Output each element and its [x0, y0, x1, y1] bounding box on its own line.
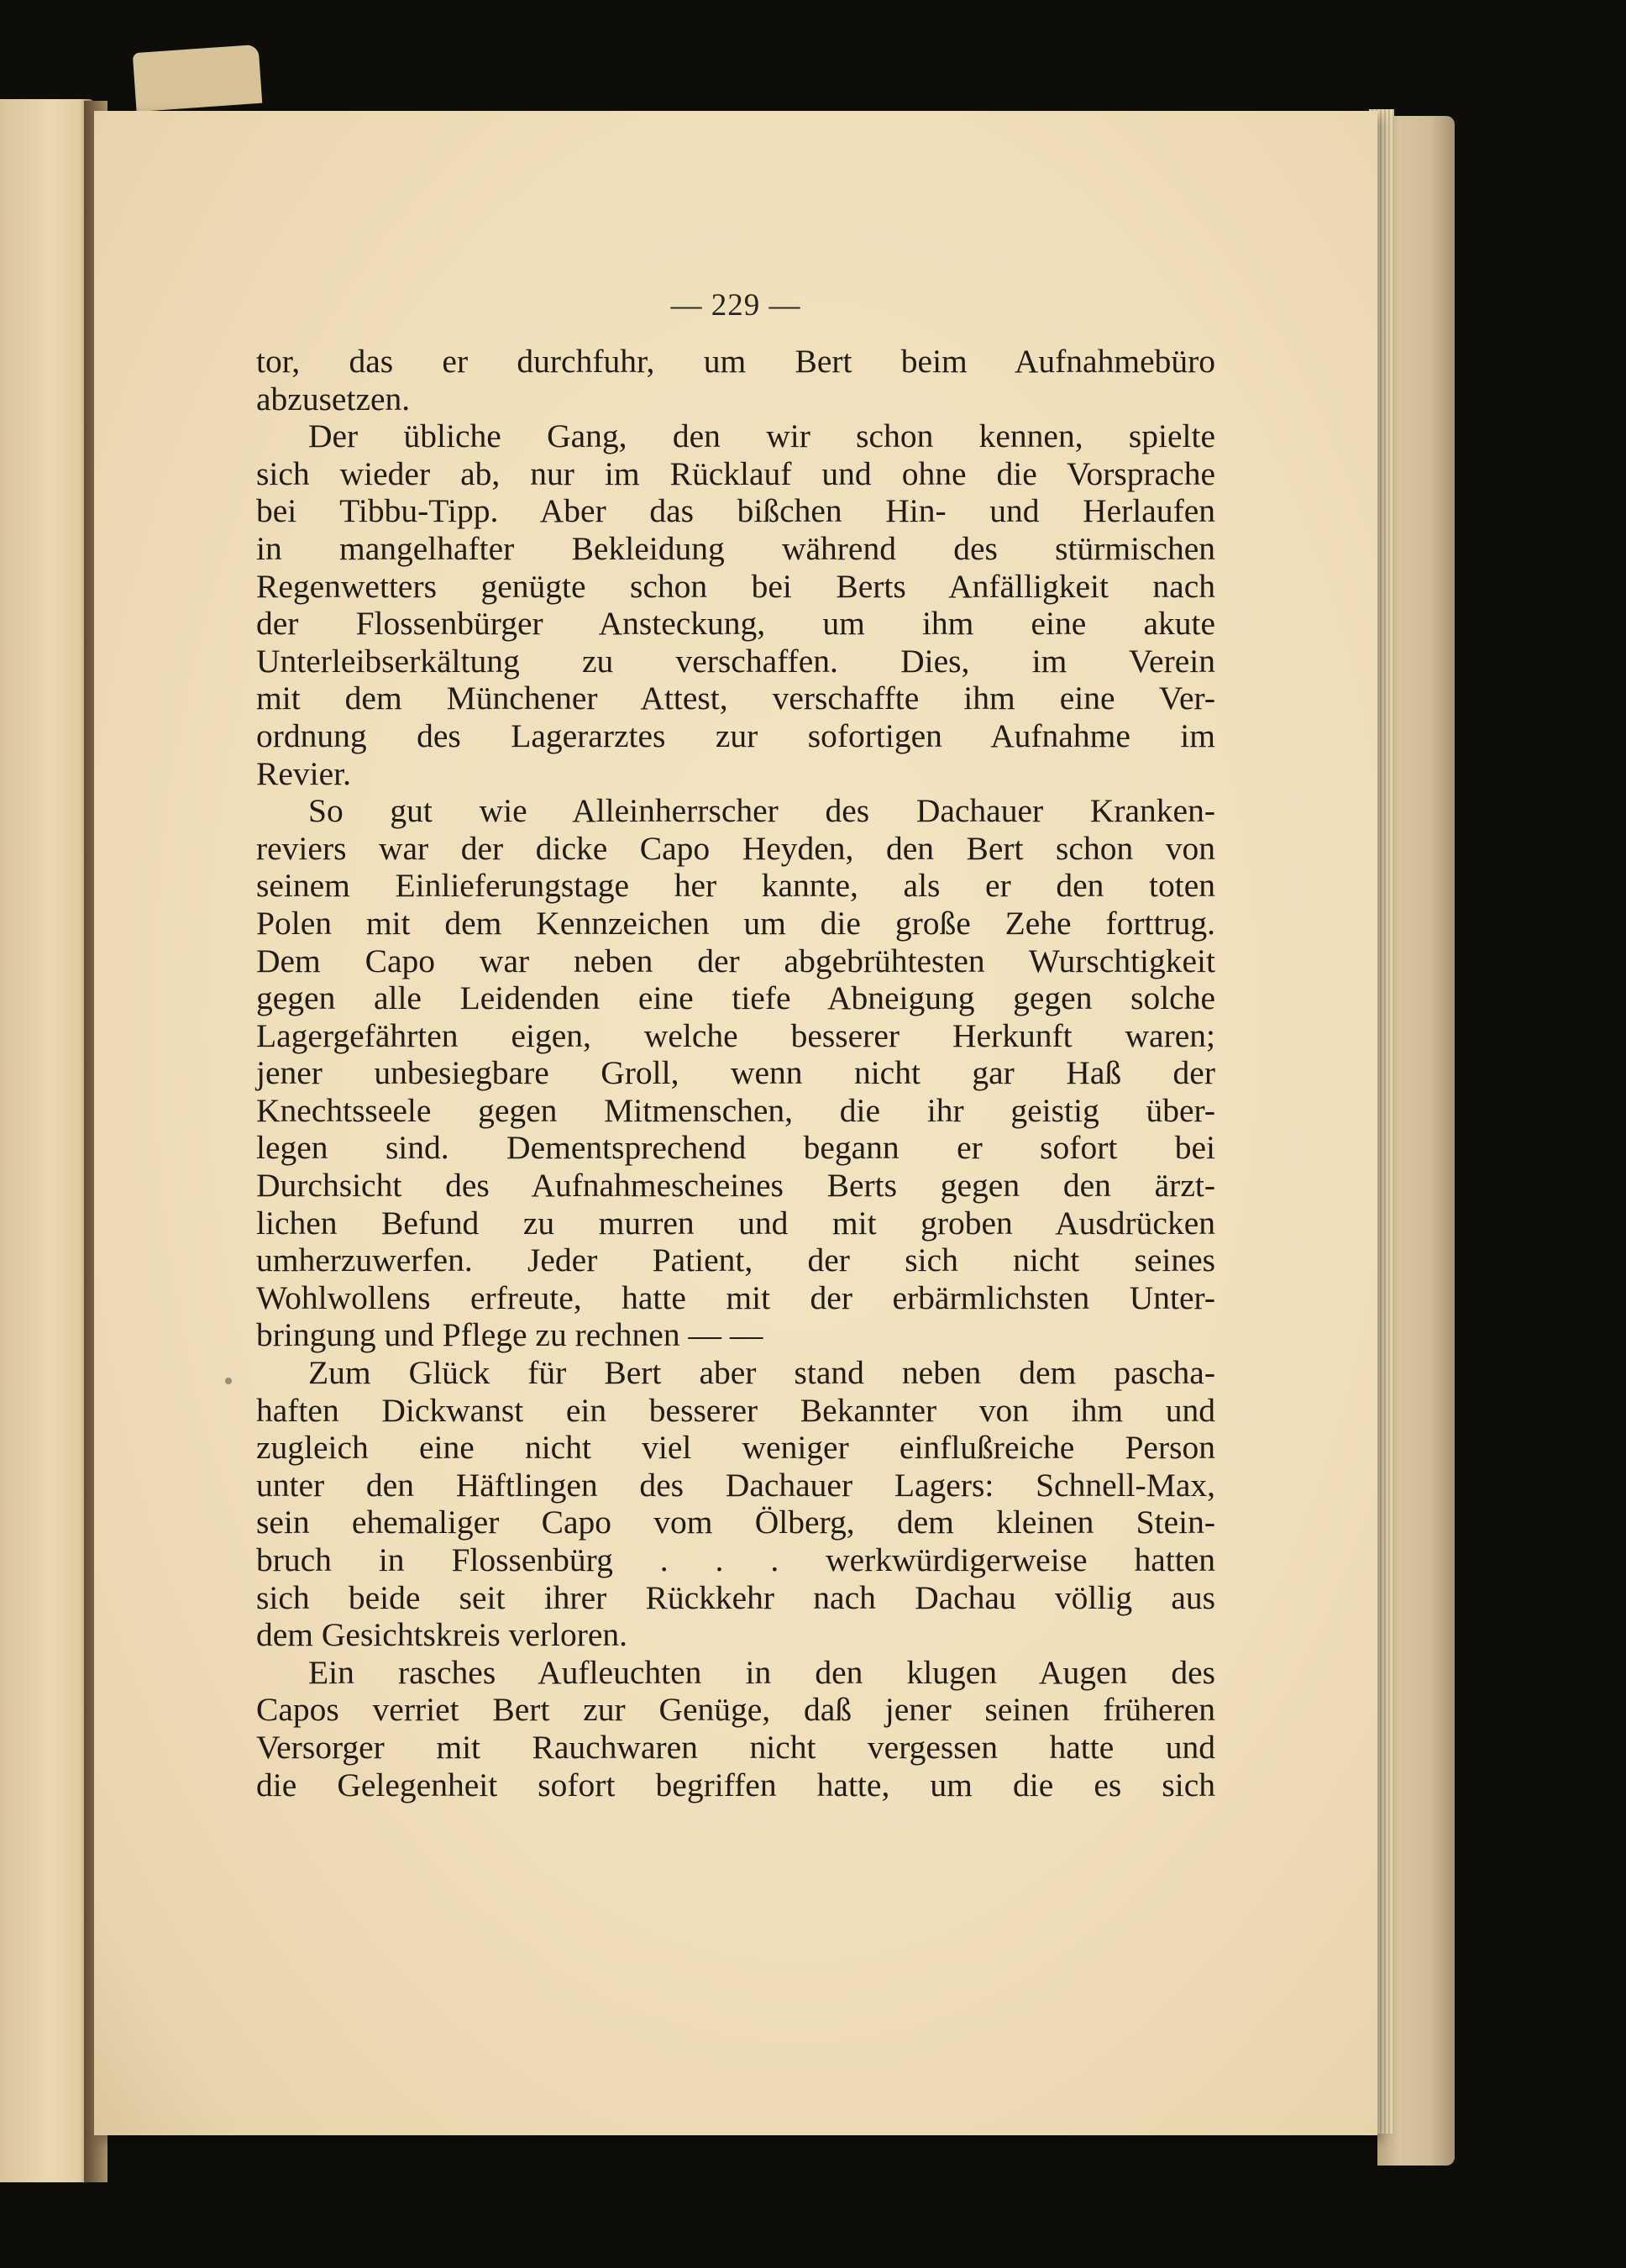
text-line: sein ehemaliger Capo vom Ölberg, dem kleinen Stein- [256, 1504, 1215, 1541]
text-line: abzusetzen. [256, 380, 411, 417]
previous-page-edge [0, 99, 94, 2182]
text-line: Capos verriet Bert zur Genüge, daß jener seinen früheren [256, 1691, 1215, 1729]
book-page [94, 111, 1377, 2135]
text-line: lichen Befund zu murren und mit groben Ausdrücken [256, 1204, 1215, 1242]
text-line: sich wieder ab, nur im Rücklauf und ohne die Vorsprache [256, 454, 1215, 492]
text-line: tor, das er durchfuhr, um Bert beim Aufnahmebüro [256, 343, 1215, 380]
text-line: Regenwetters genügte schon bei Berts Anfälligkeit nach [256, 567, 1215, 605]
text-line: So gut wie Alleinherrscher des Dachauer Kranken- [308, 792, 1215, 830]
text-line: ordnung des Lagerarztes zur sofortigen Aufnahme im [256, 717, 1215, 754]
text-line: legen sind. Dementsprechend begann er sofort bei [256, 1129, 1215, 1167]
body-text [256, 343, 1215, 1803]
text-line: Unterleibserkältung zu verschaffen. Dies, im Verein [256, 642, 1215, 680]
text-line: zugleich eine nicht viel weniger einflußreiche Person [256, 1429, 1215, 1467]
text-line: gegen alle Leidenden eine tiefe Abneigung gegen solche [256, 979, 1215, 1017]
text-line: seinem Einlieferungstage her kannte, als er den toten [256, 867, 1215, 905]
page-number: — 229 — [670, 288, 801, 323]
text-line: sich beide seit ihrer Rückkehr nach Dachau völlig aus [256, 1578, 1215, 1616]
text-line: Durchsicht des Aufnahmescheines Berts gegen den ärzt- [256, 1167, 1215, 1205]
text-line: Ein rasches Aufleuchten in den klugen Augen des [308, 1653, 1215, 1691]
text-line: der Flossenbürger Ansteckung, um ihm eine akute [256, 605, 1215, 643]
text-line: bruch in Flossenbürg . . . werkwürdigerweise hatten [256, 1541, 1215, 1578]
text-line: Wohlwollens erfreute, hatte mit der erbärmlichsten Unter- [256, 1278, 1215, 1316]
paper-speck [225, 1378, 232, 1384]
text-line: dem Gesichtskreis verloren. [256, 1616, 628, 1654]
text-line: Der übliche Gang, den wir schon kennen, spielte [308, 417, 1215, 455]
text-line: in mangelhafter Bekleidung während des stürmischen [256, 529, 1215, 567]
text-line: Revier. [256, 754, 351, 792]
text-line: mit dem Münchener Attest, verschaffte ihm eine Ver- [256, 680, 1215, 717]
text-line: umherzuwerfen. Jeder Patient, der sich nicht seines [256, 1242, 1215, 1279]
text-line: Polen mit dem Kennzeichen um die große Zehe forttrug. [256, 904, 1215, 942]
text-line: bei Tibbu-Tipp. Aber das bißchen Hin- und Herlaufen [256, 492, 1215, 530]
text-line: unter den Häftlingen des Dachauer Lagers: Schnell-Max, [256, 1466, 1215, 1504]
text-line: Versorger mit Rauchwaren nicht vergessen hatte und [256, 1728, 1215, 1766]
text-line: haften Dickwanst ein besserer Bekannter von ihm und [256, 1391, 1215, 1429]
text-line: die Gelegenheit sofort begriffen hatte, um die es sich [256, 1766, 1215, 1803]
text-line: Lagergefährten eigen, welche besserer Herkunft waren; [256, 1016, 1215, 1054]
text-line: Zum Glück für Bert aber stand neben dem pascha- [308, 1354, 1215, 1392]
left-page-tab [133, 45, 263, 112]
text-line: reviers war der dicke Capo Heyden, den Bert schon von [256, 829, 1215, 867]
text-line: Dem Capo war neben der abgebrühtesten Wurschtigkeit [256, 942, 1215, 979]
text-line: bringung und Pflege zu rechnen — — [256, 1316, 763, 1354]
text-line: jener unbesiegbare Groll, wenn nicht gar Haß der [256, 1054, 1215, 1092]
text-line: Knechtsseele gegen Mitmenschen, die ihr geistig über- [256, 1091, 1215, 1129]
